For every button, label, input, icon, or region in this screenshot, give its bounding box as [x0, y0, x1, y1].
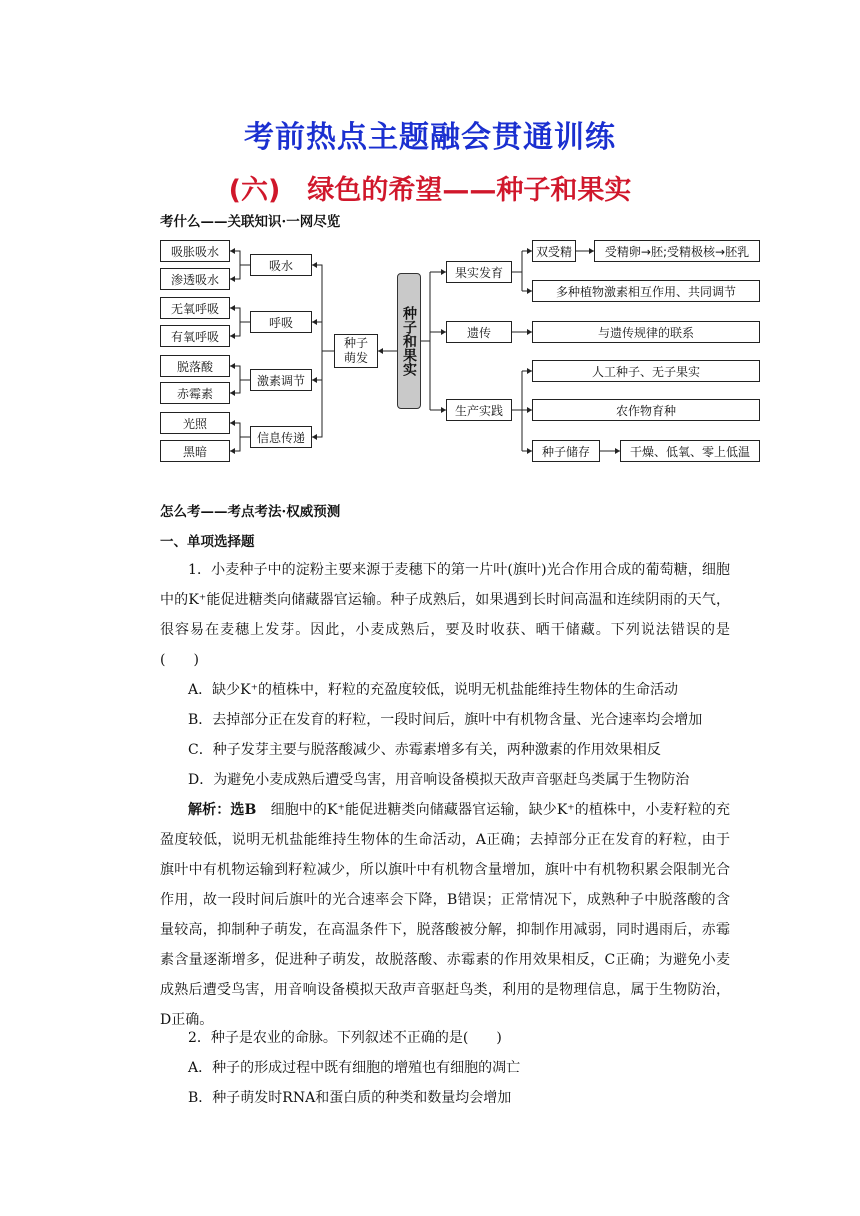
mindmap-node: 与遗传规律的联系 [532, 321, 760, 343]
option-a: A．缺少K⁺的植株中，籽粒的充盈度较低，说明无机盐能维持生物体的生命活动 [188, 682, 678, 698]
mindmap-node: 呼吸 [250, 311, 312, 333]
mindmap-node: 种子储存 [532, 440, 600, 462]
mindmap-node: 吸胀吸水 [160, 240, 230, 262]
mindmap-node: 遗传 [446, 321, 512, 343]
mindmap-center: 种子和果实 [397, 273, 421, 409]
option-a: A．种子的形成过程中既有细胞的增殖也有细胞的凋亡 [188, 1060, 521, 1076]
mindmap-node: 双受精 [532, 240, 576, 262]
mindmap-node: 光照 [160, 412, 230, 434]
mindmap-node: 激素调节 [250, 369, 312, 391]
mindmap-node: 干燥、低氧、零上低温 [620, 440, 760, 462]
section-subheading: 一、单项选择题 [160, 534, 255, 550]
mindmap-node: 果实发育 [446, 261, 512, 283]
option-c: C．种子发芽主要与脱落酸减少、赤霉素增多有关，两种激素的作用效果相反 [188, 742, 661, 758]
page-title: 考前热点主题融会贯通训练 [244, 120, 616, 155]
question-1 [160, 555, 730, 1035]
mindmap-node: 人工种子、无子果实 [532, 360, 760, 382]
option-b: B．种子萌发时RNA和蛋白质的种类和数量均会增加 [188, 1090, 512, 1106]
mindmap-node: 受精卵→胚;受精极核→胚乳 [594, 240, 760, 262]
mindmap-node: 赤霉素 [160, 382, 230, 404]
mindmap-node: 脱落酸 [160, 355, 230, 377]
mindmap-node: 黑暗 [160, 440, 230, 462]
analysis-text: 细胞中的K⁺能促进糖类向储藏器官运输，缺少K⁺的植株中，小麦籽粒的充盈度较低，说明无机盐能维持生物体的生命活动，A正确；去掉部分正在发育的籽粒，由于旗叶中有机物运输到籽粒减少，所以旗叶中有机物含量增加，旗叶中有机物积累会限制光合作用，故一段时间后旗叶的光合速率会下降，B错误；正常情况下，成熟种子中脱落酸的含量较高，抑制种子萌发，在高温条件下，脱落酸被分解，抑制作用减弱，同时遇雨后，赤霉素含量逐渐增多，促进种子萌发，故脱落酸、赤霉素的作用效果相反，C正确；为避免小麦成熟后遭受鸟害，用音响设备模拟天敌声音驱赶鸟类，利用的是物理信息，属于生物防治，D正确。 [160, 802, 730, 1028]
section-heading-how: 怎么考——考点考法·权威预测 [160, 504, 341, 520]
mindmap-node: 多种植物激素相互作用、共同调节 [532, 280, 760, 302]
mindmap-node: 生产实践 [446, 399, 512, 421]
mindmap-node: 有氧呼吸 [160, 325, 230, 347]
option-d: D．为避免小麦成熟后遭受鸟害，用音响设备模拟天敌声音驱赶鸟类属于生物防治 [188, 772, 690, 788]
option-b: B．去掉部分正在发育的籽粒，一段时间后，旗叶中有机物含量、光合速率均会增加 [188, 712, 703, 728]
mindmap-node-main: 种子萌发 [334, 334, 378, 368]
question-stem: 1．小麦种子中的淀粉主要来源于麦穗下的第一片叶(旗叶)光合作用合成的葡萄糖，细胞中的K⁺能促进糖类向储藏器官运输。种子成熟后，如果遇到长时间高温和连续阴雨的天气，很容易在麦穗上发芽。因此，小麦成熟后，要及时收获、晒干储藏。下列说法错误的是( ) [160, 562, 730, 668]
section-heading-what: 考什么——关联知识·一网尽览 [160, 214, 341, 230]
mindmap-node: 农作物育种 [532, 399, 760, 421]
question-2 [160, 1023, 730, 1113]
mindmap-node: 信息传递 [250, 426, 312, 448]
page-subtitle: (六) 绿色的希望——种子和果实 [228, 175, 632, 206]
mindmap-node: 无氧呼吸 [160, 297, 230, 319]
analysis-label: 解析：选B [188, 802, 257, 818]
question-stem: 2．种子是农业的命脉。下列叙述不正确的是( ) [188, 1030, 502, 1046]
mindmap-node: 渗透吸水 [160, 268, 230, 290]
mindmap-node: 吸水 [250, 254, 312, 276]
analysis [160, 795, 730, 1035]
